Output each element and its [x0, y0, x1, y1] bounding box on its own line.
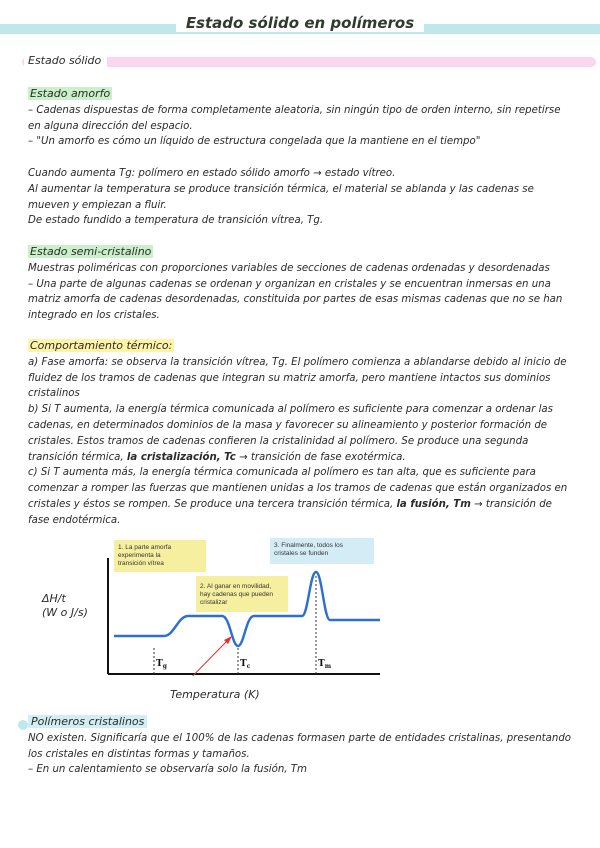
amorfo-line-1: – Cadenas dispuestas de forma completamente aleatoria, sin ningún tipo de orden interno, sin repetirse en alguna dirección del espacio.: [28, 104, 561, 132]
y-axis-label: ΔH/t (W o J/s): [42, 592, 88, 619]
page-title: Estado sólido en polímeros: [0, 14, 600, 32]
cristalinos-section: [28, 714, 576, 778]
tick-tc: $T_c$: [240, 659, 251, 670]
annotation-text-3: 3. Finalmente, todos los cristales se funden: [274, 542, 344, 557]
thermal-diagram: [96, 536, 382, 676]
cristalinos-line-2: – En un calentamiento se observaría solo la fusión, Tm: [28, 764, 307, 776]
annotation-text-2: 2. Al ganar en movilidad, hay cadenas que pueden cristalizar: [200, 583, 274, 606]
comportamiento-section: [28, 338, 576, 529]
amorfo-temp-line: Al aumentar la temperatura se produce transición térmica, el material se ablanda y las cadenas se mueven y empiezan a fluir.: [28, 183, 534, 211]
cristalinos-heading: Polímeros cristalinos: [28, 715, 147, 728]
tick-tg: $T_g$: [156, 659, 167, 670]
x-axis-label: Temperatura (K): [170, 688, 260, 701]
semicristalino-section: [28, 244, 576, 324]
annotation-text-1: 1. La parte amorfa experimenta la transición vítrea: [118, 544, 172, 567]
cristalizacion-term: la cristalización, Tc: [126, 451, 236, 463]
cristalinos-line-1: NO existen. Significaría que el 100% de las cadenas formasen parte de entidades cristalinas, presentando los cristales en distintas formas y tamaños.: [28, 732, 572, 760]
semicristalino-heading: Estado semi-cristalino: [30, 245, 152, 258]
comportamiento-b: b) Si T aumenta, la energía térmica comunicada al polímero es suficiente para comenzar a ordenar las cadenas, en determinados dominios de la masa y favorecer su alineamiento y posterior formación de cristales. Estos tramos de cadenas confieren la cristalinidad al polímero. Se produce una segunda transición térmica, la cristalización, Tc → transición de fase exotérmica.: [28, 404, 553, 463]
comportamiento-a: a) Fase amorfa: se observa la transición vítrea, Tg. El polímero comienza a ablandarse debido al inicio de fluidez de los tramos de cadenas que integran su matriz amorfa, pero mantiene intactos sus dominios cristalinos: [28, 356, 567, 400]
fusion-term: la fusión, Tm: [396, 498, 471, 510]
bullet-dot: [18, 720, 28, 730]
semicristalino-line-2: – Una parte de algunas cadenas se ordenan y organizan en cristales y se encuentran inmersas en una matriz amorfa de cadenas desordenadas, constituida por partes de esas mismas cadenas que no se han integrado en los cristales.: [28, 278, 563, 322]
section-bar: [22, 57, 596, 67]
amorfo-line-2: – "Un amorfo es cómo un líquido de estructura congelada que la mantiene en el tiempo": [28, 136, 481, 148]
amorfo-fundido-line: De estado fundido a temperatura de transición vítrea, Tg.: [28, 215, 324, 227]
semicristalino-line-1: Muestras poliméricas con proporciones variables de secciones de cadenas ordenadas y desordenadas: [28, 262, 550, 274]
section-label: Estado sólido: [24, 54, 107, 67]
amorfo-heading: Estado amorfo: [30, 87, 111, 100]
amorfo-tg-line: Cuando aumenta Tg: polímero en estado sólido amorfo → estado vítreo.: [28, 167, 396, 179]
comportamiento-heading: Comportamiento térmico:: [30, 339, 173, 352]
tick-tm: $T_m$: [318, 659, 332, 670]
amorfo-section: [28, 86, 576, 229]
comportamiento-c: c) Si T aumenta más, la energía térmica comunicada al polímero es tan alta, que es suficiente para comenzar a romper las fuerzas que mantienen unidas a los tramos de cadenas que están organizados en cristales y éstos se rompen. Se produce una tercera transición térmica, la fusión, Tm → transición de fase endotérmica.: [28, 467, 568, 526]
